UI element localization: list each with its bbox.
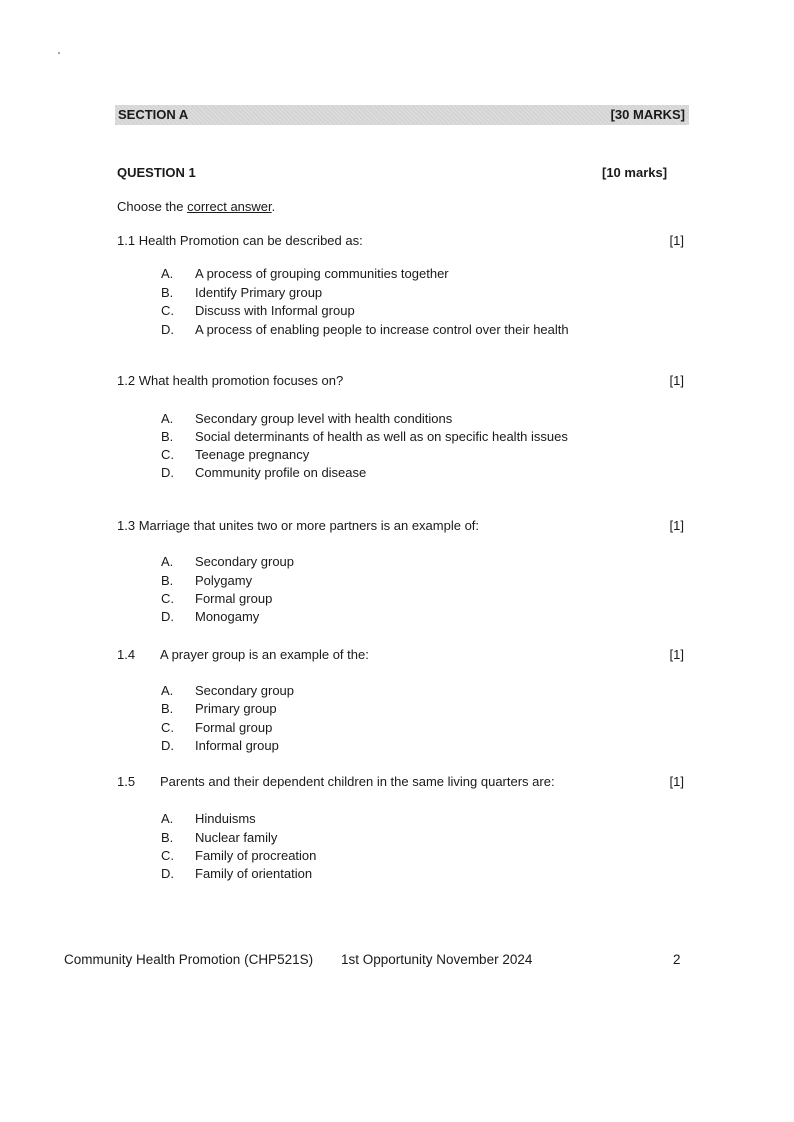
option-text: Formal group <box>195 720 273 735</box>
instruction-emphasis: correct answer <box>187 199 272 214</box>
question-text: Parents and their dependent children in the same living quarters are: <box>160 774 555 789</box>
option-letter: A. <box>161 683 174 698</box>
question-number: 1.1 <box>117 233 136 248</box>
question-text: A prayer group is an example of the: <box>160 647 369 662</box>
option-text: Identify Primary group <box>195 285 323 300</box>
option-text: Secondary group <box>195 683 295 698</box>
question-title: QUESTION 1 <box>117 165 196 180</box>
question-marks: [1] <box>669 233 684 248</box>
question-marks: [10 marks] <box>602 165 668 180</box>
question-marks: [1] <box>669 647 684 662</box>
scan-speck <box>58 52 60 54</box>
instruction-suffix: . <box>271 199 276 214</box>
section-marks: [30 MARKS] <box>610 107 685 122</box>
option-text: Formal group <box>195 591 273 606</box>
option-text: Hinduisms <box>195 811 256 826</box>
question-text: Marriage that unites two or more partners is an example of: <box>138 518 480 533</box>
question-number: 1.2 <box>117 373 136 388</box>
footer-page-number: 2 <box>673 952 681 967</box>
option-text: A process of grouping communities together <box>195 266 449 281</box>
option-text: Polygamy <box>195 573 253 588</box>
instruction-prefix: Choose the <box>117 199 188 214</box>
option-letter: A. <box>161 811 174 826</box>
question-marks: [1] <box>669 774 684 789</box>
option-letter: B. <box>161 285 174 300</box>
footer-course: Community Health Promotion (CHP521S) <box>64 952 314 967</box>
option-text: Informal group <box>195 738 279 753</box>
question-stem <box>117 518 479 534</box>
question-text: Health Promotion can be described as: <box>138 233 363 248</box>
question-marks: [1] <box>669 518 684 533</box>
option-text: Family of procreation <box>195 848 317 863</box>
option-letter: A. <box>161 411 174 426</box>
option-text: Discuss with Informal group <box>195 303 355 318</box>
option-text: Social determinants of health as well as on specific health issues <box>195 429 568 444</box>
question-stem <box>117 233 363 249</box>
option-letter: B. <box>161 830 174 845</box>
footer-exam: 1st Opportunity November 2024 <box>341 952 533 967</box>
question-stem <box>117 373 343 389</box>
option-text: Monogamy <box>195 609 260 624</box>
option-letter: B. <box>161 573 174 588</box>
option-text: A process of enabling people to increase control over their health <box>195 322 569 337</box>
option-text: Nuclear family <box>195 830 278 845</box>
option-text: Secondary group level with health conditions <box>195 411 453 426</box>
section-title: SECTION A <box>118 107 189 122</box>
option-letter: D. <box>161 866 174 881</box>
question-text: What health promotion focuses on? <box>138 373 344 388</box>
option-text: Family of orientation <box>195 866 313 881</box>
option-letter: A. <box>161 554 174 569</box>
option-letter: D. <box>161 609 174 624</box>
question-number: 1.3 <box>117 518 136 533</box>
option-letter: C. <box>161 303 174 318</box>
section-header-bar <box>115 105 689 125</box>
option-text: Community profile on disease <box>195 465 367 480</box>
option-letter: D. <box>161 322 174 337</box>
option-text: Primary group <box>195 701 277 716</box>
option-letter: D. <box>161 465 174 480</box>
question-number: 1.5 <box>117 774 136 789</box>
option-letter: D. <box>161 738 174 753</box>
option-letter: C. <box>161 848 174 863</box>
option-letter: B. <box>161 701 174 716</box>
question-number: 1.4 <box>117 647 136 662</box>
option-letter: A. <box>161 266 174 281</box>
option-letter: C. <box>161 720 174 735</box>
option-text: Secondary group <box>195 554 295 569</box>
option-letter: C. <box>161 447 174 462</box>
option-letter: C. <box>161 591 174 606</box>
question-marks: [1] <box>669 373 684 388</box>
option-letter: B. <box>161 429 174 444</box>
instruction <box>117 199 275 215</box>
option-text: Teenage pregnancy <box>195 447 310 462</box>
